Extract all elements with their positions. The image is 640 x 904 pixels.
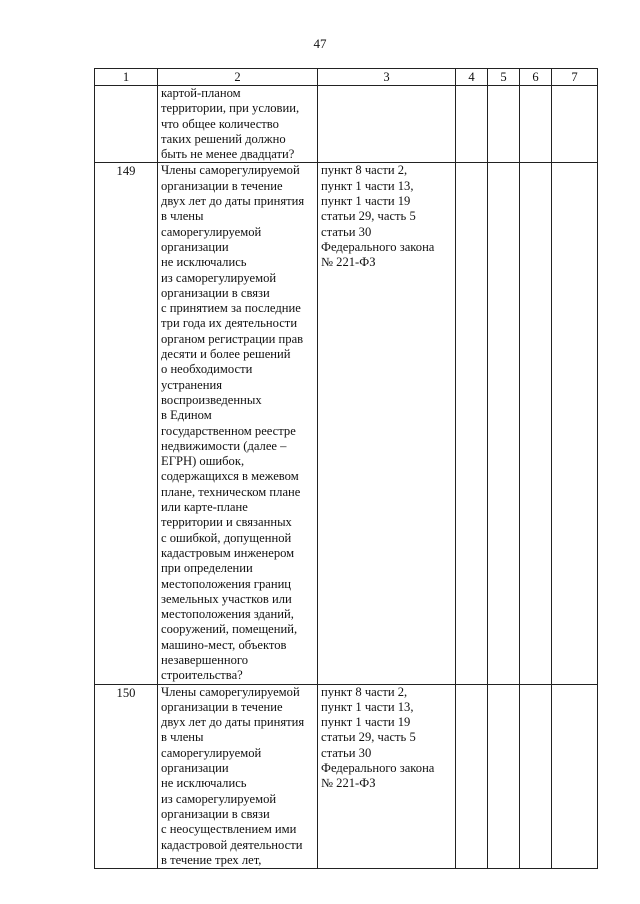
empty-cell-4 <box>456 163 488 684</box>
cell-text-line: или карте-плане <box>161 500 248 515</box>
legal-basis-cell <box>318 86 456 163</box>
cell-text-line: саморегулируемой <box>161 224 262 239</box>
empty-cell-7 <box>552 163 598 684</box>
cell-text-line: статьи 29, часть 5 <box>321 730 416 745</box>
cell-text-line: местоположения границ <box>161 576 292 591</box>
cell-text-line: сооружений, помещений, <box>161 622 298 637</box>
cell-text-line: таких решений должно <box>161 131 286 146</box>
checklist-table <box>94 68 598 869</box>
page-number: 47 <box>313 36 327 51</box>
cell-text-line: организации в связи <box>161 285 270 300</box>
cell-text-line: с ошибкой, допущенной <box>161 530 292 545</box>
cell-text-line: быть не менее двадцати? <box>161 147 295 162</box>
row-number-cell: 149 <box>95 163 158 684</box>
cell-text-line: устранения <box>161 377 223 392</box>
cell-text-line: местоположения зданий, <box>161 607 294 622</box>
row-number-cell <box>95 86 158 163</box>
cell-text-line: Федерального закона <box>321 239 435 254</box>
empty-cell-7 <box>552 684 598 869</box>
cell-text-line: саморегулируемой <box>161 745 262 760</box>
cell-text-line: не исключались <box>161 776 247 791</box>
cell-text-line: пункт 8 части 2, <box>321 163 408 178</box>
cell-text-line: из саморегулируемой <box>161 791 277 806</box>
row-number-cell: 150 <box>95 684 158 869</box>
empty-cell-4 <box>456 86 488 163</box>
cell-text-line: пункт 1 части 19 <box>321 194 411 209</box>
empty-cell-7 <box>552 86 598 163</box>
cell-text-line: десяти и более решений <box>161 347 291 362</box>
header-cell-7: 7 <box>552 69 598 86</box>
cell-text-line: в члены <box>161 730 204 745</box>
cell-text-line: кадастровой деятельности <box>161 837 303 852</box>
cell-text-line: о необходимости <box>161 362 253 377</box>
table-header-row <box>95 69 598 86</box>
cell-text-line: ЕГРН) ошибок, <box>161 454 245 469</box>
cell-text-line: в течение трех лет, <box>161 852 262 867</box>
table-row <box>95 86 598 163</box>
cell-text-line: статьи 30 <box>321 224 372 239</box>
cell-text-line: № 221-ФЗ <box>321 776 376 791</box>
cell-text-line: кадастровым инженером <box>161 545 295 560</box>
cell-text-line: организации в течение <box>161 699 283 714</box>
header-cell-3: 3 <box>318 69 456 86</box>
cell-text-line: пункт 1 части 13, <box>321 178 414 193</box>
cell-text-line: воспроизведенных <box>161 392 262 407</box>
cell-text-line: картой-планом <box>161 86 241 100</box>
cell-text-line: земельных участков или <box>161 591 292 606</box>
cell-text-line: территории и связанных <box>161 515 292 530</box>
header-cell-5: 5 <box>488 69 520 86</box>
question-cell <box>158 163 318 684</box>
cell-text-line: двух лет до даты принятия <box>161 715 305 730</box>
cell-text-line: Члены саморегулируемой <box>161 684 300 699</box>
cell-text-line: в члены <box>161 209 204 224</box>
cell-text-line: территории, при условии, <box>161 101 300 116</box>
header-cell-1: 1 <box>95 69 158 86</box>
cell-text-line: организации в течение <box>161 178 283 193</box>
table-row <box>95 684 598 869</box>
cell-text-line: строительства? <box>161 668 243 683</box>
cell-text-line: из саморегулируемой <box>161 270 277 285</box>
cell-text-line: № 221-ФЗ <box>321 255 376 270</box>
cell-text-line: незавершенного <box>161 652 249 667</box>
cell-text-line: в Едином <box>161 408 212 423</box>
cell-text-line: три года их деятельности <box>161 316 298 331</box>
legal-basis-cell <box>318 163 456 684</box>
cell-text-line: пункт 8 части 2, <box>321 684 408 699</box>
cell-text-line: статьи 30 <box>321 745 372 760</box>
cell-text-line: содержащихся в межевом <box>161 469 299 484</box>
cell-text-line: Федерального закона <box>321 761 435 776</box>
table-row <box>95 163 598 684</box>
empty-cell-6 <box>520 86 552 163</box>
cell-text-line: органом регистрации прав <box>161 331 304 346</box>
cell-text-line: плане, техническом плане <box>161 484 301 499</box>
empty-cell-6 <box>520 684 552 869</box>
empty-cell-5 <box>488 86 520 163</box>
empty-cell-6 <box>520 163 552 684</box>
cell-text-line: с принятием за последние <box>161 301 301 316</box>
cell-text-line: Члены саморегулируемой <box>161 163 300 178</box>
cell-text-line: организации <box>161 761 229 776</box>
cell-text-line: организации в связи <box>161 806 270 821</box>
cell-text-line: при определении <box>161 561 253 576</box>
cell-text-line: организации <box>161 239 229 254</box>
cell-text-line: двух лет до даты принятия <box>161 194 305 209</box>
header-cell-2: 2 <box>158 69 318 86</box>
cell-text-line: что общее количество <box>161 116 279 131</box>
empty-cell-5 <box>488 163 520 684</box>
cell-text-line: недвижимости (далее – <box>161 438 287 453</box>
empty-cell-5 <box>488 684 520 869</box>
empty-cell-4 <box>456 684 488 869</box>
header-cell-4: 4 <box>456 69 488 86</box>
question-cell <box>158 684 318 869</box>
cell-text-line: с неосуществлением ими <box>161 822 297 837</box>
cell-text-line: машино-мест, объектов <box>161 637 287 652</box>
cell-text-line: пункт 1 части 13, <box>321 699 414 714</box>
cell-text-line: пункт 1 части 19 <box>321 715 411 730</box>
cell-text-line: статьи 29, часть 5 <box>321 209 416 224</box>
cell-text-line: государственном реестре <box>161 423 296 438</box>
question-cell <box>158 86 318 163</box>
cell-text-line: не исключались <box>161 255 247 270</box>
header-cell-6: 6 <box>520 69 552 86</box>
legal-basis-cell <box>318 684 456 869</box>
